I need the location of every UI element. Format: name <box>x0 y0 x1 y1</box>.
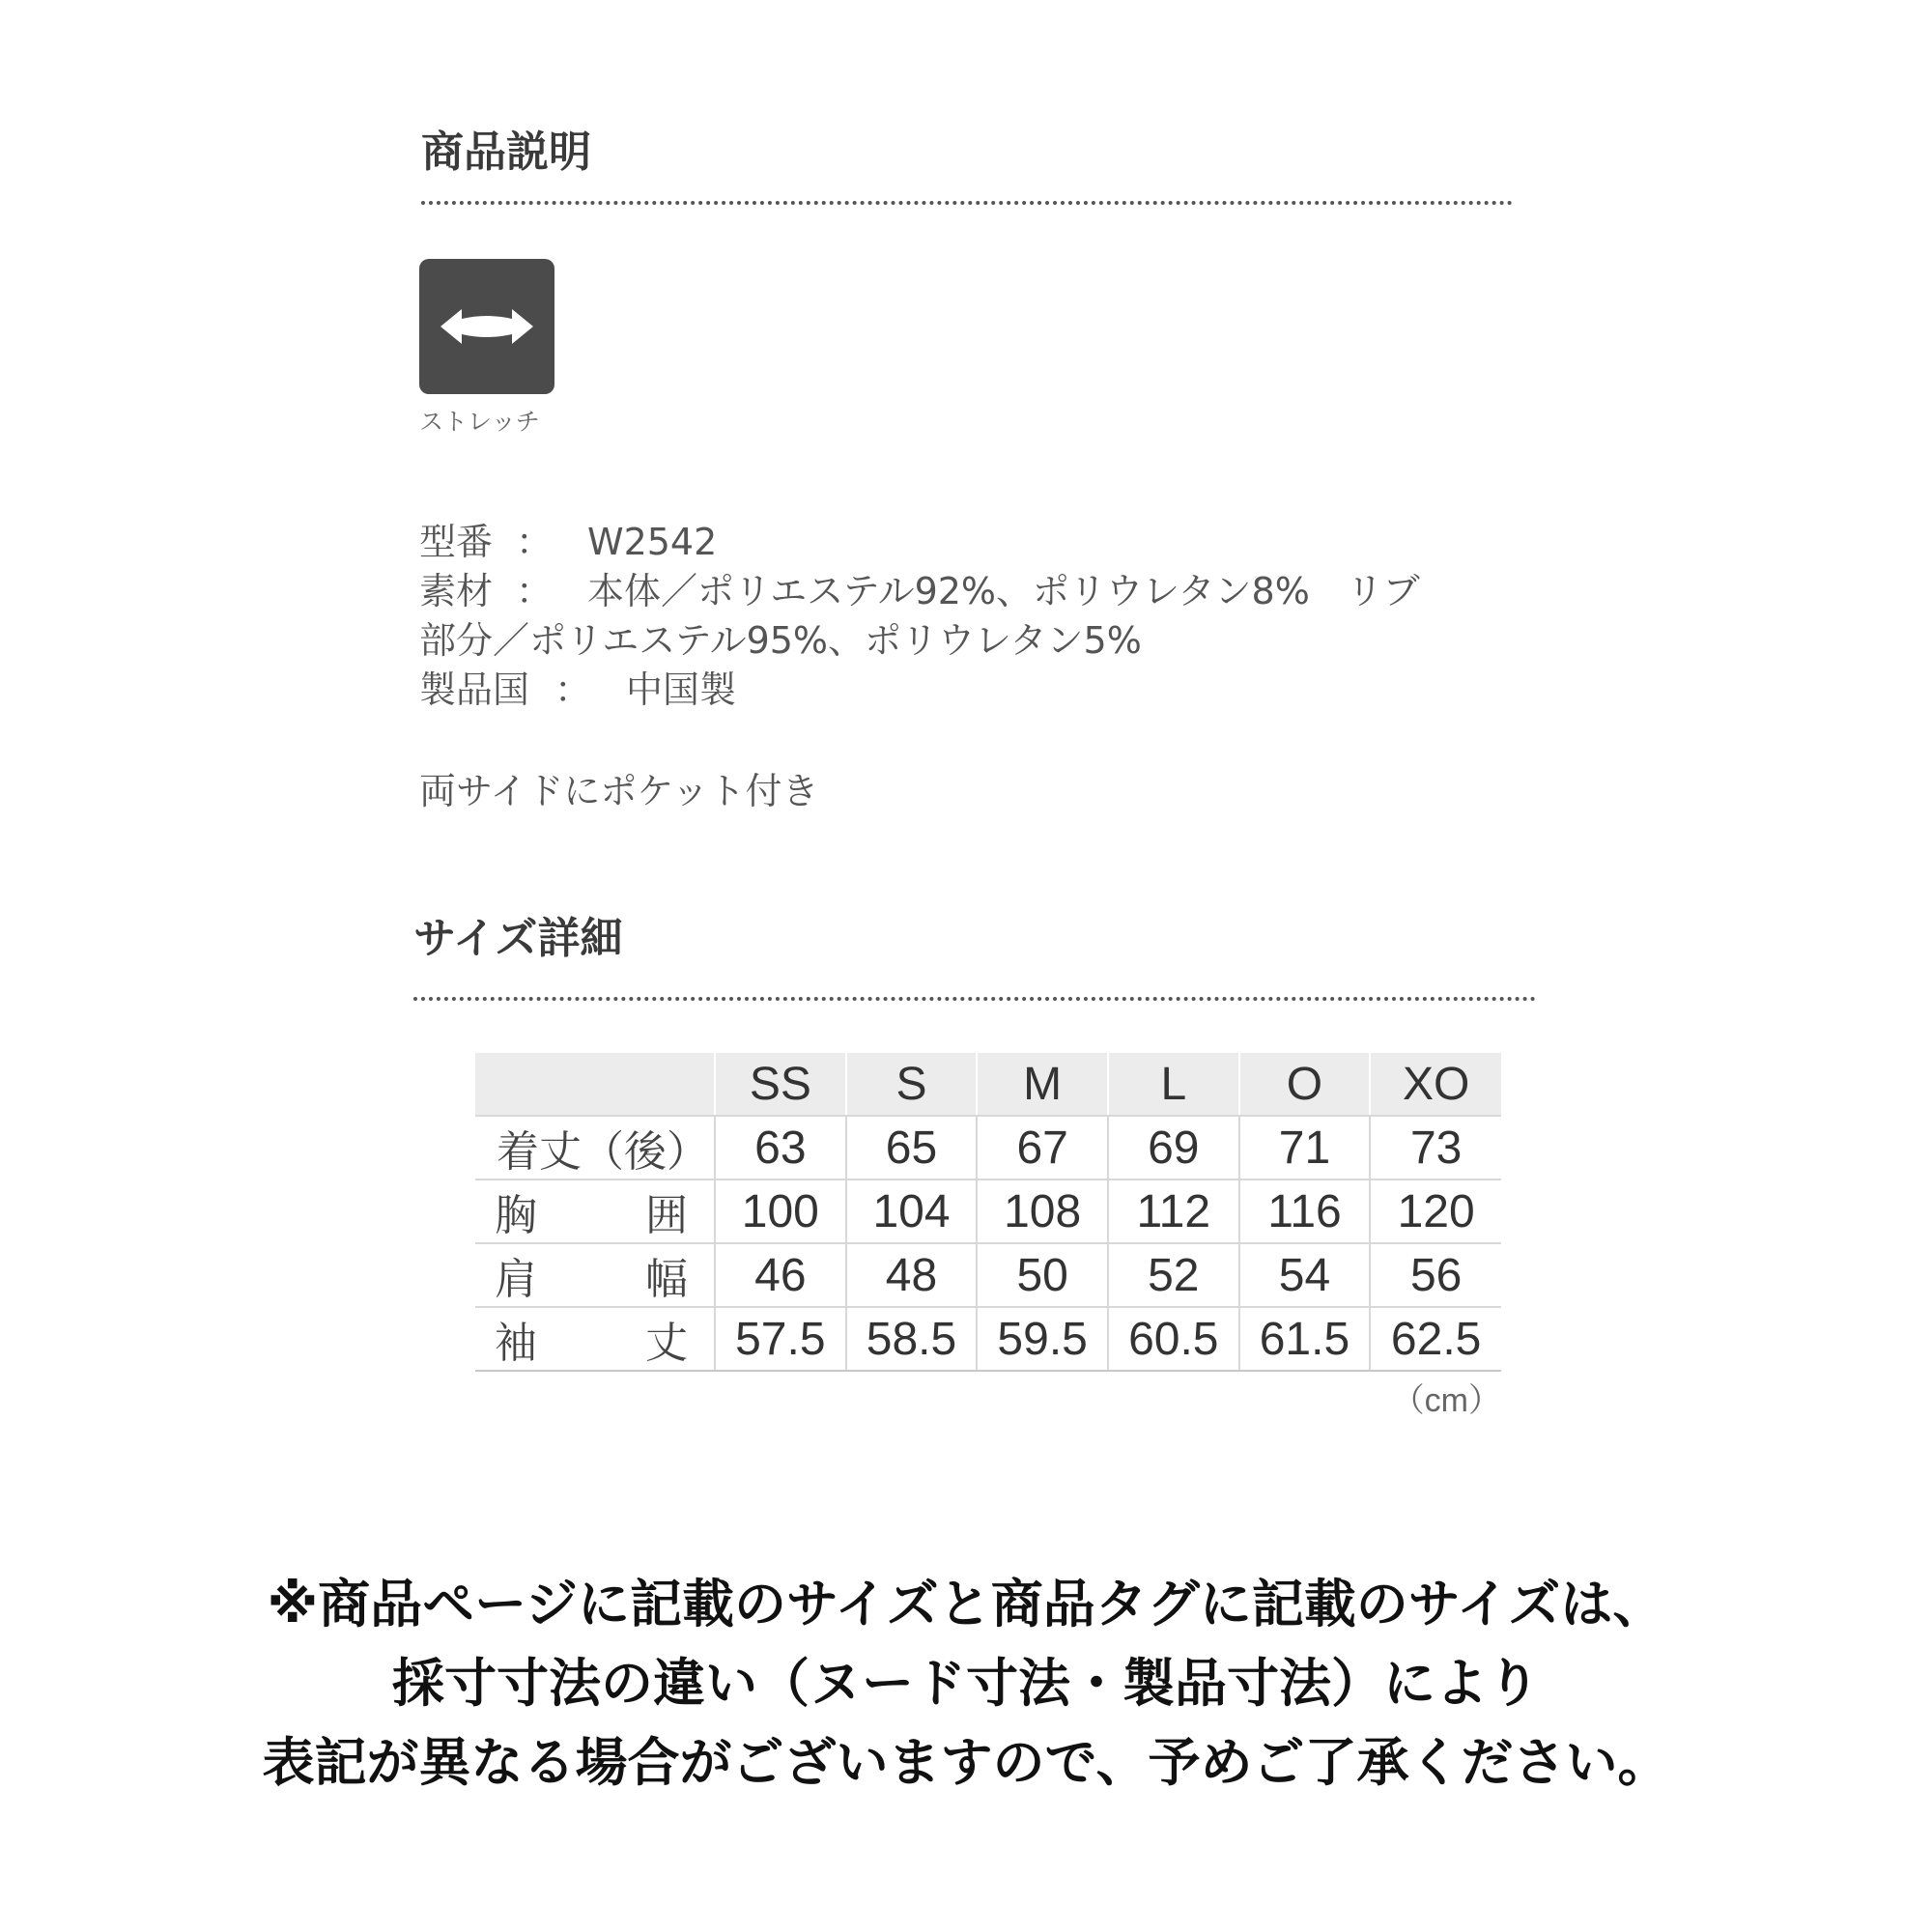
unit-label: （cm） <box>1391 1382 1501 1419</box>
spec-separator: ： <box>554 668 592 711</box>
table-cell: 46 <box>715 1243 846 1307</box>
stretch-feature-icon <box>419 259 554 394</box>
spec-separator: ： <box>516 521 554 563</box>
row-label-part: 肩 <box>495 1255 537 1304</box>
pocket-note: 両サイドにポケット付き <box>419 770 819 812</box>
table-row <box>475 1307 1501 1371</box>
notice-line: 採寸寸法の違い（ヌード寸法・製品寸法）により <box>392 1653 1540 1714</box>
row-label-shoulder <box>475 1243 715 1307</box>
table-cell: 67 <box>977 1116 1108 1179</box>
spec-country <box>419 666 1520 715</box>
table-cell: 71 <box>1239 1116 1371 1179</box>
table-cell: 52 <box>1108 1243 1239 1307</box>
row-label-sleeve <box>475 1307 715 1371</box>
table-cell: 58.5 <box>846 1307 978 1371</box>
table-cell: 108 <box>977 1179 1108 1243</box>
table-cell: 104 <box>846 1179 978 1243</box>
row-label-part: 袖 <box>495 1319 537 1368</box>
corner-cell <box>475 1053 715 1116</box>
table-cell: 54 <box>1239 1243 1371 1307</box>
table-cell: 60.5 <box>1108 1307 1239 1371</box>
table-row <box>475 1243 1501 1307</box>
size-detail-title: サイズ詳細 <box>413 914 623 963</box>
spec-list <box>419 518 1520 715</box>
table-cell: 100 <box>715 1179 846 1243</box>
table-cell: 57.5 <box>715 1307 846 1371</box>
column-header: O <box>1239 1053 1371 1116</box>
table-cell: 65 <box>846 1116 978 1179</box>
table-cell: 69 <box>1108 1116 1239 1179</box>
table-cell: 73 <box>1370 1116 1501 1179</box>
size-notice <box>0 1565 1932 1803</box>
table-cell: 48 <box>846 1243 978 1307</box>
column-header: XO <box>1370 1053 1501 1116</box>
row-label-part: 胸 <box>495 1191 537 1240</box>
column-header: S <box>846 1053 978 1116</box>
spec-model-number <box>419 518 1520 567</box>
spec-key: 型番 <box>419 521 494 563</box>
size-table <box>475 1053 1501 1372</box>
row-label-part: 囲 <box>645 1191 688 1240</box>
spec-value: 中国製 <box>626 668 737 711</box>
table-cell: 59.5 <box>977 1307 1108 1371</box>
row-label-part: 丈 <box>645 1319 688 1368</box>
horizontal-stretch-arrow-icon <box>419 259 554 394</box>
size-detail-divider <box>413 997 1536 1001</box>
table-cell: 61.5 <box>1239 1307 1371 1371</box>
size-header-row <box>475 1053 1501 1116</box>
table-row <box>475 1116 1501 1179</box>
column-header: SS <box>715 1053 846 1116</box>
row-label-chest <box>475 1179 715 1243</box>
spec-material <box>419 567 1520 616</box>
spec-key: 素材 <box>419 570 494 612</box>
product-description-title: 商品説明 <box>421 128 591 177</box>
table-cell: 116 <box>1239 1179 1371 1243</box>
spec-value: 本体／ポリエステル92%、ポリウレタン8% リブ <box>587 570 1420 612</box>
table-cell: 63 <box>715 1116 846 1179</box>
product-description-divider <box>421 201 1513 205</box>
table-cell: 120 <box>1370 1179 1501 1243</box>
table-cell: 50 <box>977 1243 1108 1307</box>
spec-separator: ： <box>516 570 554 612</box>
column-header: M <box>977 1053 1108 1116</box>
spec-key: 製品国 <box>419 668 530 711</box>
table-row <box>475 1179 1501 1243</box>
column-header: L <box>1108 1053 1239 1116</box>
table-cell: 56 <box>1370 1243 1501 1307</box>
notice-line: ※商品ページに記載のサイズと商品タグに記載のサイズは、 <box>267 1574 1665 1634</box>
stretch-feature-label: ストレッチ <box>419 408 540 436</box>
spec-value: W2542 <box>587 521 718 563</box>
notice-line: 表記が異なる場合がございますので、予めご了承ください。 <box>262 1732 1670 1793</box>
row-label-length: 着丈（後） <box>475 1116 715 1179</box>
row-label-part: 幅 <box>645 1255 688 1304</box>
table-cell: 112 <box>1108 1179 1239 1243</box>
spec-material-continuation: 部分／ポリエステル95%、ポリウレタン5% <box>419 619 1142 662</box>
table-cell: 62.5 <box>1370 1307 1501 1371</box>
